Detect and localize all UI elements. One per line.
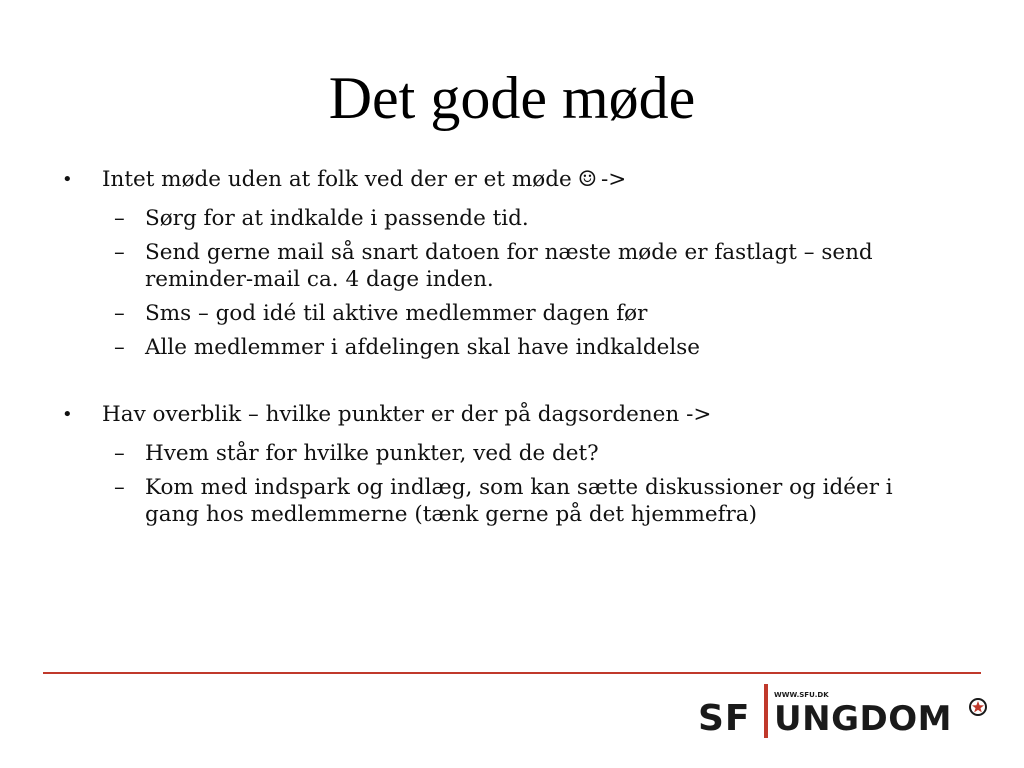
bullet-item	[62, 397, 962, 433]
bullet-marker: •	[62, 404, 73, 425]
logo-url-text: WWW.SFU.DK	[774, 691, 829, 699]
dash-marker: –	[114, 441, 125, 466]
dash-marker: –	[114, 206, 125, 231]
footer-divider	[43, 672, 981, 674]
bullet-text: Hav overblik – hvilke punkter er der på dagsordenen ->	[102, 402, 712, 427]
sub-item-text: Sørg for at indkalde i passende tid.	[145, 206, 529, 231]
sub-item-text: Hvem står for hvilke punkter, ved de det?	[145, 441, 599, 466]
logo-divider-bar	[764, 684, 768, 738]
dash-marker: –	[114, 240, 125, 265]
sub-list	[114, 205, 962, 361]
sub-item	[114, 440, 962, 467]
star-badge-icon	[970, 699, 986, 715]
sub-item	[114, 474, 962, 528]
sub-item	[114, 239, 962, 293]
sub-item	[114, 205, 962, 232]
logo-ungdom-text: UNGDOM	[774, 699, 952, 739]
slide-title: Det gode møde	[328, 65, 696, 131]
dash-marker: –	[114, 475, 125, 500]
bullet-marker: •	[62, 169, 73, 190]
sub-item-text: Sms – god idé til aktive medlemmer dagen før	[145, 301, 648, 326]
dash-marker: –	[114, 335, 125, 360]
bullet-item	[62, 162, 962, 198]
bullet-text	[102, 162, 626, 198]
sfu-logo	[696, 680, 996, 740]
logo-sf-text: SF	[698, 698, 751, 739]
sub-list	[114, 440, 962, 528]
dash-marker: –	[114, 301, 125, 326]
sub-item	[114, 334, 962, 361]
sub-item	[114, 300, 962, 327]
arrow-text: ->	[600, 167, 627, 192]
sub-item-text: Kom med indspark og indlæg, som kan sætte diskussioner og idéer i gang hos medlemmerne (tænk gerne på det hjemmefra)	[145, 475, 893, 527]
sub-item-text: Alle medlemmer i afdelingen skal have indkaldelse	[145, 335, 700, 360]
section-spacer	[62, 365, 962, 397]
bullet-text-main: Intet møde uden at folk ved der er et møde	[102, 167, 572, 192]
sub-item-text: Send gerne mail så snart datoen for næste møde er fastlagt – send reminder-mail ca. 4 dage inden.	[145, 240, 873, 292]
slide-content	[62, 162, 962, 532]
smiley-icon: ☺	[577, 167, 597, 192]
